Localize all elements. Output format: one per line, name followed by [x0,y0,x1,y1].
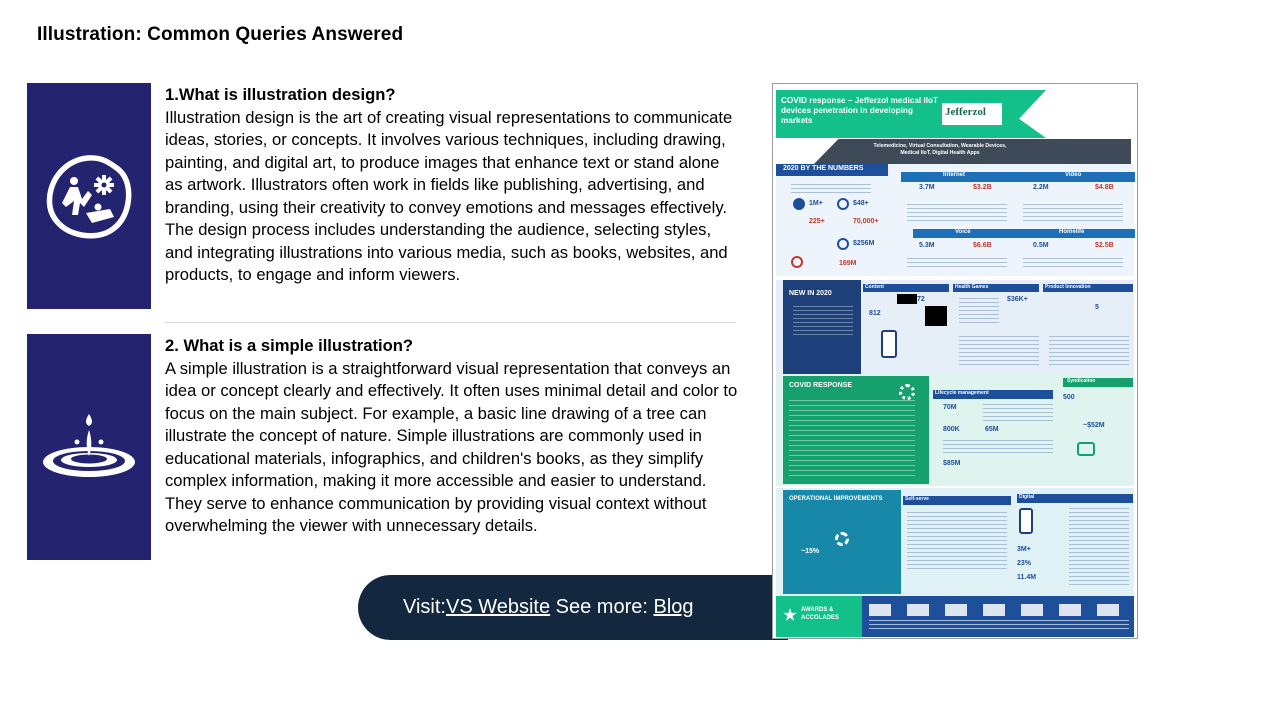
kpi-5: 5 [1095,304,1099,311]
kpi-812: 812 [869,310,881,317]
voice-header-bar [913,229,1135,238]
text-lines [1023,258,1123,270]
kpi-0-5m: 0.5M [1033,242,1049,249]
coin-icon [837,198,849,210]
gear-icon [835,532,849,546]
kpi-169m: 169M [839,260,857,267]
homelife-header: Homelife [1059,229,1085,235]
infographic-image [772,83,1138,639]
text-lines [943,440,1053,456]
virus-icon [899,384,915,400]
syndication-header: Syndication [1067,378,1096,384]
kpi-4-8b: $4.8B [1095,184,1114,191]
kpi-256m: $256M [853,240,875,247]
text-lines [1069,508,1129,588]
question-2: 2. What is a simple illustration? [165,336,414,355]
answer-1: Illustration design is the art of creating visual representations to communicate ideas, stories, or concepts. It involves various techniques, including drawing, painting, and digital art, to produce images that enhance text or stand alone as artwork. Illustrators often work in fields like publishing, advertising, and branding, using their creativity to convey emotions and messages effectively. The design process includes understanding the audience, selecting styles, and integrating illustrations into various media, such as books, websites, and products, to engage and inform viewers. [165,107,733,284]
illustration-design-icon [44,151,134,241]
digital-header-bar [1017,494,1133,503]
kpi-15pct: ~15% [801,548,820,555]
text-lines [1023,204,1123,224]
text-lines [907,204,1007,224]
water-drop-icon-box [27,334,151,560]
internet-header: Internet [943,172,966,178]
kpi-85m: $85M [943,460,961,467]
kpi-6-6b: $6.6B [973,242,992,249]
illustration-design-icon-box [27,83,151,309]
kpi-5-3m: 5.3M [919,242,935,249]
text-lines [791,184,871,196]
section-new-title: NEW IN 2020 [789,290,832,297]
section-awards-title: AWARDS & ACCOLADES [801,607,840,621]
text-lines [793,306,853,338]
phone-icon [881,330,897,358]
content-header: Content [865,284,884,290]
text-lines [869,620,1129,630]
kpi-70m: 70M [943,404,957,411]
text-lines [983,404,1053,422]
water-drop-icon [41,412,137,482]
blog-link[interactable]: Blog [653,596,694,618]
vs-website-link[interactable]: VS Website [445,596,551,618]
kpi-70000: 70,000+ [853,218,879,225]
kpi-52m: ~$52M [1083,422,1105,429]
kpi-48: $48+ [853,200,869,207]
broadcast-icon [791,256,803,268]
lifecycle-header: Lifecycle management [935,390,989,396]
text-lines [1049,336,1129,366]
selfserve-header: Self-serve [905,496,929,502]
kpi-11-4m: 11.4M [1017,574,1037,581]
award-logos [869,604,1129,616]
kpi-2-2m: 2.2M [1033,184,1049,191]
text-lines [959,336,1039,366]
text-lines [789,400,915,478]
voice-header: Voice [955,229,971,235]
user-icon [793,198,805,210]
infographic-subtitle: Telemedicine, Virtual Consultation, Wearable Devices, Medical IIoT, Digital Health Apps [873,143,1007,156]
infographic-brand: Jefferzol [945,106,986,118]
kpi-1m: 1M+ [809,200,823,207]
question-1: 1.What is illustration design? [165,85,396,104]
kpi-3-2b: $3.2B [973,184,992,191]
kpi-36k: $36K+ [1007,296,1028,303]
kpi-2-5b: $2.5B [1095,242,1114,249]
kpi-65m: 65M [985,426,999,433]
divider [165,322,736,323]
qa-item-1 [165,84,740,287]
phone-icon [1019,508,1033,534]
answer-2: A simple illustration is a straightforward visual representation that conveys an idea or concept clearly and effectively. It often uses minimal detail and color to focus on the main subject. For example, a basic line drawing of a tree can illustrate the concept of nature. Simple illustrations are commonly used in educational materials, infographics, and children's books, as they simplify complex information, making it more accessible and easier to understand. They serve to enhance communication by providing visual context without overwhelming the viewer with unnecessary details. [165,358,738,535]
product-header: Product Innovation [1045,284,1091,290]
redacted-block [897,294,917,304]
redacted-block [925,306,947,326]
kpi-500: 500 [1063,394,1075,401]
kpi-72: 72 [917,296,925,303]
text-lines [907,258,1007,270]
kpi-3m: 3M+ [1017,546,1031,553]
text-lines [907,512,1007,572]
kpi-800k: 800K [943,426,960,433]
section-ops-title: OPERATIONAL IMPROVEMENTS [789,496,883,502]
kpi-225: 225+ [809,218,825,225]
digital-header: Digital [1019,494,1035,500]
kpi-3-7m: 3.7M [919,184,935,191]
internet-header-bar [901,172,1135,182]
section-2020-title: 2020 BY THE NUMBERS [783,165,864,172]
kpi-23pct: 23% [1017,560,1032,567]
cta-banner [358,575,788,640]
see-more-label: See more: [550,596,654,618]
visit-label: Visit: [403,596,446,618]
play-icon [1077,442,1095,456]
money-icon [837,238,849,250]
video-header: Video [1065,172,1082,178]
qa-item-2 [165,335,740,538]
text-lines [959,298,999,326]
page-title: Illustration: Common Queries Answered [37,24,404,45]
section-covid-title: COVID RESPONSE [789,382,853,389]
infographic-title: COVID response – Jefferzol medical IIoT devices penetration in developing markets [781,96,938,125]
health-header: Health Games [955,284,989,290]
